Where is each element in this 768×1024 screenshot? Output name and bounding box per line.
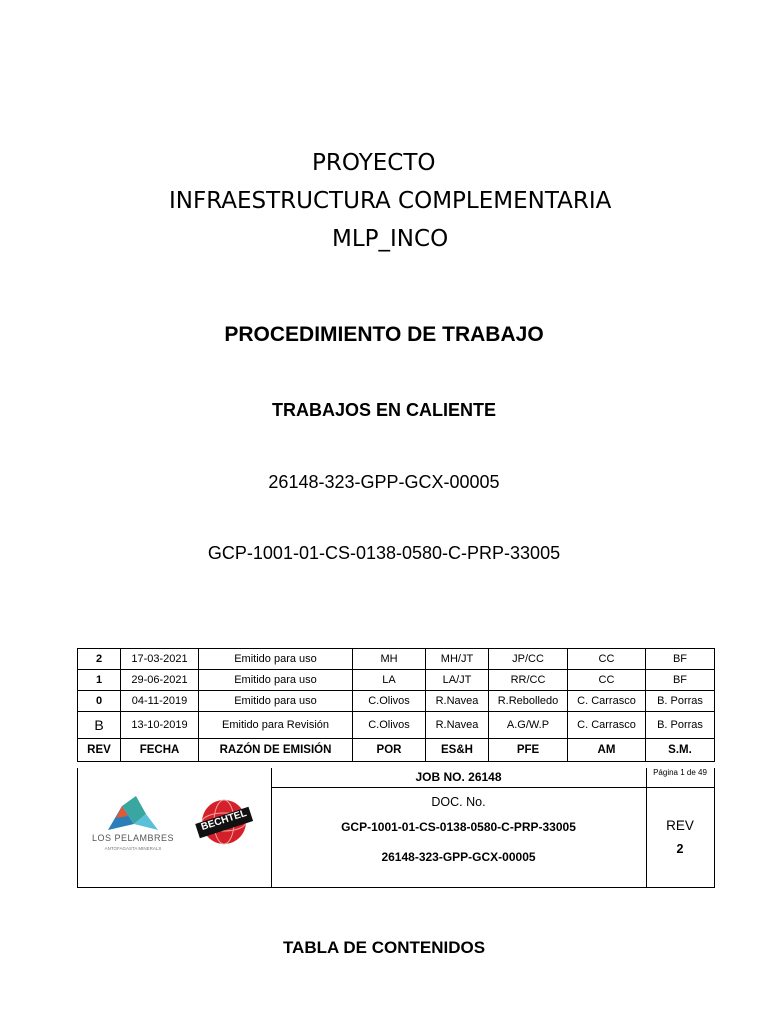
header-razon: RAZÓN DE EMISIÓN — [199, 739, 353, 762]
revision-row — [78, 649, 715, 670]
page-count: Página 1 de 49 — [653, 768, 707, 777]
rev-value: 2 — [676, 842, 684, 856]
sm-cell: B. Porras — [646, 712, 715, 739]
toc-title: TABLA DE CONTENIDOS — [282, 938, 486, 957]
rev-cell: 2 — [78, 649, 121, 670]
pfe-cell: JP/CC — [489, 649, 568, 670]
bechtel-name: BECHTEL — [199, 807, 249, 834]
sm-cell: BF — [646, 670, 715, 691]
doc-code-2: 26148-323-GPP-GCX-00005 — [381, 850, 536, 864]
revision-row — [78, 712, 715, 739]
revision-table — [77, 648, 715, 762]
reason-cell: Emitido para uso — [199, 691, 353, 712]
pfe-cell: A.G/W.P — [489, 712, 568, 739]
esh-cell: LA/JT — [426, 670, 489, 691]
pfe-cell: R.Rebolledo — [489, 691, 568, 712]
am-cell: C. Carrasco — [568, 712, 646, 739]
rev-cell: 1 — [78, 670, 121, 691]
esh-cell: R.Navea — [426, 712, 489, 739]
header-pfe: PFE — [489, 739, 568, 762]
por-cell: MH — [353, 649, 426, 670]
revision-row — [78, 691, 715, 712]
pelambres-sub: ANTOFAGASTA MINERALS — [104, 846, 162, 851]
por-cell: LA — [353, 670, 426, 691]
los-pelambres-logo — [90, 790, 176, 860]
date-cell: 29-06-2021 — [121, 670, 199, 691]
document-code-1: 26148-323-GPP-GCX-00005 — [268, 472, 500, 492]
date-cell: 13-10-2019 — [121, 712, 199, 739]
reason-cell: Emitido para Revisión — [199, 712, 353, 739]
procedure-subject: TRABAJOS EN CALIENTE — [271, 400, 496, 420]
project-name: INFRAESTRUCTURA COMPLEMENTARIA — [169, 188, 612, 214]
document-code-2: GCP-1001-01-CS-0138-0580-C-PRP-33005 — [207, 543, 561, 563]
esh-cell: MH/JT — [426, 649, 489, 670]
project-label: PROYECTO — [312, 150, 436, 176]
rev-cell: 0 — [78, 691, 121, 712]
bechtel-logo — [194, 798, 254, 848]
revision-row — [78, 670, 715, 691]
title-block — [77, 768, 715, 888]
pelambres-name: LOS PELAMBRES — [91, 833, 175, 843]
date-cell: 04-11-2019 — [121, 691, 199, 712]
reason-cell: Emitido para uso — [199, 649, 353, 670]
revision-header-row — [78, 739, 715, 762]
doc-label: DOC. No. — [431, 795, 486, 809]
project-code: MLP_INCO — [332, 226, 449, 252]
header-sm: S.M. — [646, 739, 715, 762]
sm-cell: BF — [646, 649, 715, 670]
pfe-cell: RR/CC — [489, 670, 568, 691]
por-cell: C.Olivos — [353, 712, 426, 739]
am-cell: C. Carrasco — [568, 691, 646, 712]
header-am: AM — [568, 739, 646, 762]
reason-cell: Emitido para uso — [199, 670, 353, 691]
header-por: POR — [353, 739, 426, 762]
por-cell: C.Olivos — [353, 691, 426, 712]
am-cell: CC — [568, 649, 646, 670]
rev-cell: B — [78, 712, 121, 739]
mountain-icon — [90, 790, 176, 832]
header-rev: REV — [78, 739, 121, 762]
sm-cell: B. Porras — [646, 691, 715, 712]
header-esh: ES&H — [426, 739, 489, 762]
am-cell: CC — [568, 670, 646, 691]
date-cell: 17-03-2021 — [121, 649, 199, 670]
esh-cell: R.Navea — [426, 691, 489, 712]
doc-code-1: GCP-1001-01-CS-0138-0580-C-PRP-33005 — [341, 820, 576, 834]
header-fecha: FECHA — [121, 739, 199, 762]
job-number: JOB NO. 26148 — [415, 770, 502, 784]
rev-label: REV — [666, 818, 694, 833]
procedure-title: PROCEDIMIENTO DE TRABAJO — [224, 323, 544, 346]
